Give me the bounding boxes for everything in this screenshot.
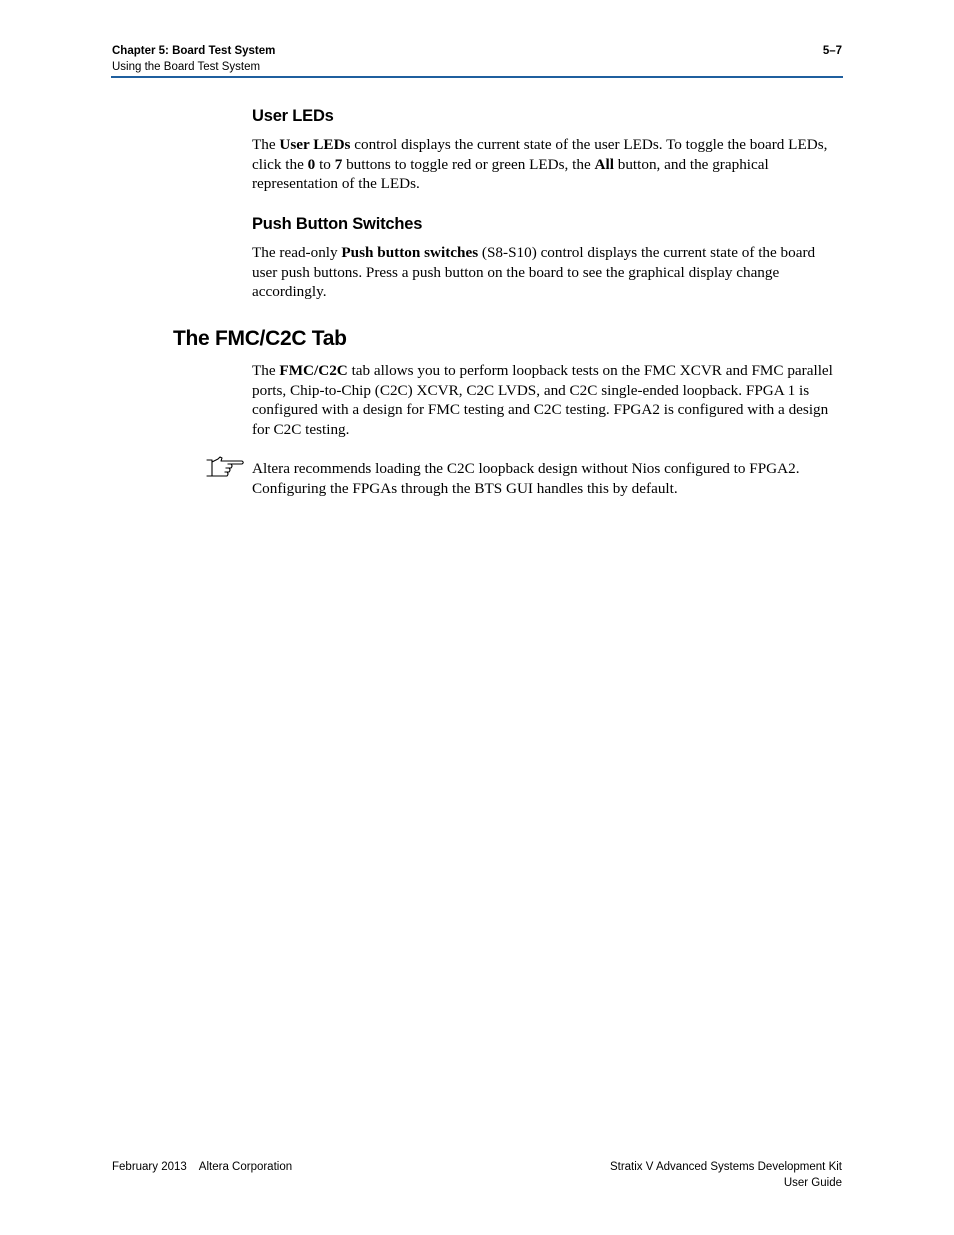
text-run: The: [252, 362, 280, 379]
text-run: (S8-S10) control displays the current state of the board user push buttons. Press a push button on the board to see the graphical display change accordingly.: [252, 244, 816, 301]
header-rule: [111, 76, 843, 78]
text-run: buttons to toggle red or green LEDs, the: [342, 155, 595, 173]
fmc-tab-paragraph: [252, 361, 844, 439]
footer-doc-type: User Guide: [783, 1177, 842, 1189]
bold-run: 0: [307, 155, 316, 173]
bold-run: FMC/C2C: [279, 362, 348, 379]
note-text: Altera recommends loading the C2C loopback design without Nios configured to FPGA2. Configuring the FPGAs through the BTS GUI handles this by default.: [252, 460, 800, 497]
push-button-paragraph: [252, 243, 844, 302]
footer-company: Altera Corporation: [198, 1161, 293, 1173]
bold-run: Push button switches: [341, 244, 479, 261]
text-run: tab allows you to perform loopback tests on the FMC XCVR and FMC parallel ports, Chip-to-Chip (C2C) XCVR, C2C LVDS, and C2C single-ended loopback. FPGA 1 is configured with a design for FMC testing and C2C testing. FPGA2 is configured with a design for C2C testing.: [252, 362, 833, 438]
text-run: The read-only: [252, 244, 342, 261]
page-number: 5–7: [822, 45, 842, 57]
footer-left: [112, 1159, 292, 1175]
footer-right: [610, 1159, 842, 1191]
fmc-tab-heading: The FMC/C2C Tab: [173, 327, 347, 350]
chapter-title: Chapter 5: Board Test System: [112, 45, 276, 57]
text-run: control displays the current state of the user LEDs. To toggle the board LEDs, click the: [252, 136, 828, 173]
bold-run: User LEDs: [279, 136, 351, 153]
text-run: to: [315, 155, 335, 173]
running-header: [112, 43, 275, 75]
push-button-switches-heading: Push Button Switches: [252, 215, 423, 233]
bold-run: 7: [334, 155, 343, 173]
user-leds-paragraph: [252, 135, 844, 194]
footer-date: February 2013: [112, 1161, 187, 1173]
section-title: Using the Board Test System: [112, 61, 261, 73]
footer-product: Stratix V Advanced Systems Development Kit: [609, 1161, 842, 1173]
text-run: The: [252, 136, 280, 153]
pointing-hand-icon: [206, 456, 246, 478]
user-leds-heading: User LEDs: [252, 107, 334, 125]
bold-run: All: [594, 155, 614, 173]
text-run: button, and the graphical representation of the LEDs.: [252, 155, 769, 193]
